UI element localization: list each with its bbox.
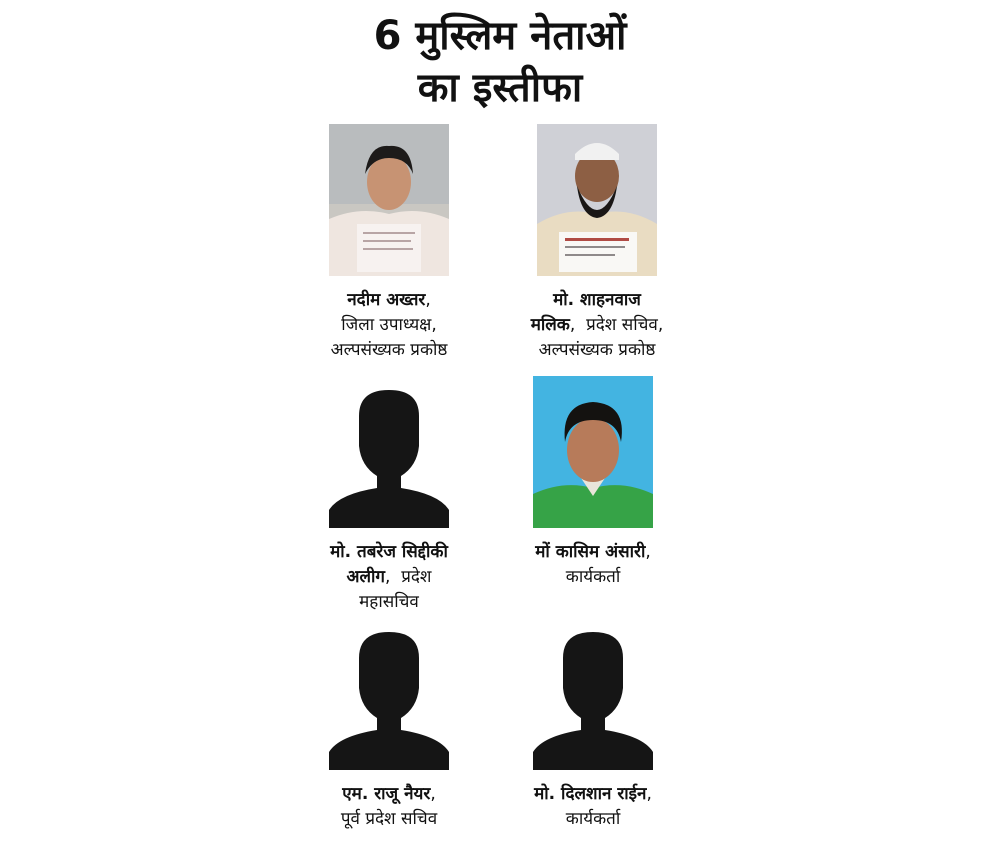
leader-role-5: पूर्व प्रदेश सचिव [340, 809, 438, 829]
leader-photo-4-image [533, 376, 653, 528]
headline-line-1: 6 मुस्लिम नेताओं [373, 13, 627, 59]
leader-name-5: एम. राजू नैयर [342, 784, 431, 804]
leader-photo-2-image [537, 124, 657, 276]
leader-role-3-line2: महासचिव [359, 592, 419, 612]
silhouette-icon [329, 376, 449, 528]
leader-name-1: नदीम अख्तर [347, 290, 426, 310]
leader-name-2-line2: मलिक [530, 315, 570, 335]
leader-photo-6 [533, 618, 653, 770]
leader-role-1: जिला उपाध्यक्ष, [341, 315, 437, 335]
leader-caption-3: मो. तबरेज सिद्दीकी अलीग, प्रदेश महासचिव [330, 542, 448, 612]
leader-caption-6: मो. दिलशान राईन, कार्यकर्ता [534, 784, 652, 829]
silhouette-icon [329, 618, 449, 770]
headline [0, 10, 1000, 114]
leader-card-4 [473, 376, 713, 590]
leader-caption-1: नदीम अख्तर, जिला उपाध्यक्ष, अल्पसंख्यक प्रकोष्ठ [330, 290, 448, 360]
leader-photo-2 [537, 124, 657, 276]
leader-card-6 [473, 618, 713, 832]
leader-photo-1 [329, 124, 449, 276]
leader-caption-5: एम. राजू नैयर, पूर्व प्रदेश सचिव [340, 784, 438, 829]
silhouette-icon [533, 618, 653, 770]
leader-caption-4: मों कासिम अंसारी, कार्यकर्ता [535, 542, 651, 587]
leader-name-2-line1: मो. शाहनवाज [553, 290, 641, 310]
leader-photo-3 [329, 376, 449, 528]
leader-role-1-line2: अल्पसंख्यक प्रकोष्ठ [330, 340, 448, 360]
leader-photo-4 [533, 376, 653, 528]
leader-name-4: मों कासिम अंसारी [535, 542, 646, 562]
leader-role-2-line2: अल्पसंख्यक प्रकोष्ठ [538, 340, 656, 360]
leader-photo-5 [329, 618, 449, 770]
leader-name-3-line1: मो. तबरेज सिद्दीकी [330, 542, 448, 562]
leader-role-3: प्रदेश [401, 567, 432, 587]
leader-caption-2: मो. शाहनवाज मलिक, प्रदेश सचिव, अल्पसंख्यक प्रकोष्ठ [530, 290, 664, 360]
leader-card-1 [269, 124, 509, 363]
leader-role-2: प्रदेश सचिव, [586, 315, 664, 335]
leader-role-6: कार्यकर्ता [565, 809, 621, 829]
leader-name-3-line2: अलीग [346, 567, 385, 587]
leader-name-6: मो. दिलशान राईन [534, 784, 647, 804]
leader-card-2 [477, 124, 717, 363]
leader-photo-1-image [329, 124, 449, 276]
headline-line-2: का इस्तीफा [417, 65, 583, 111]
leader-role-4: कार्यकर्ता [565, 567, 621, 587]
